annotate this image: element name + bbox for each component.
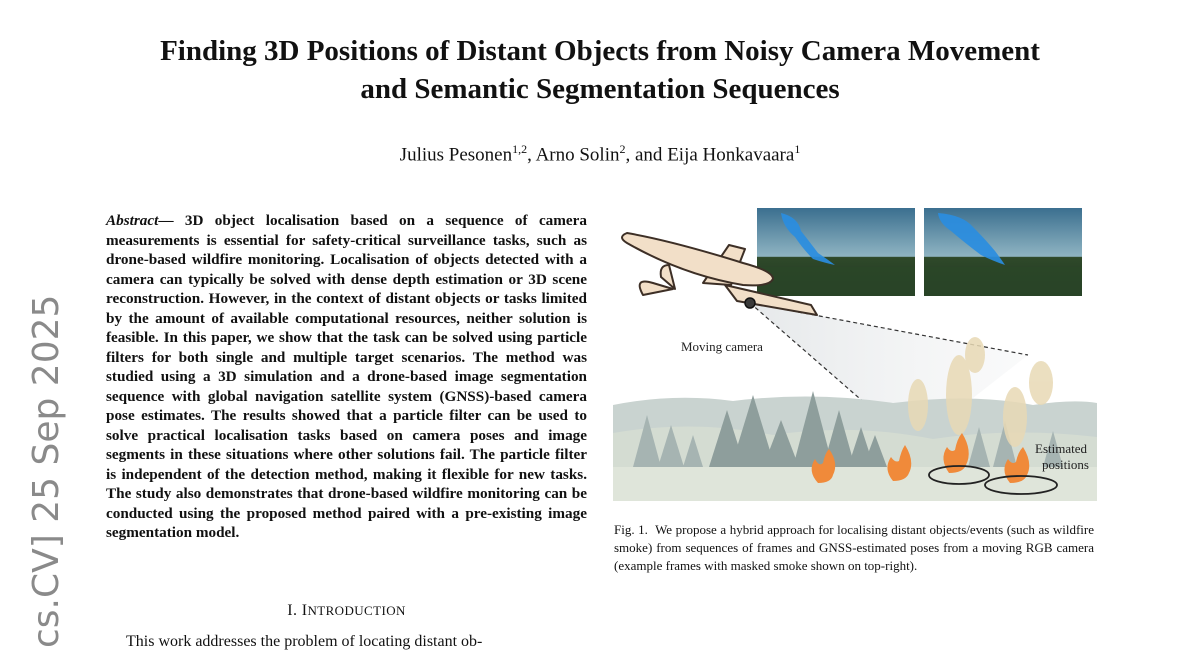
- author-separator: , and: [625, 144, 668, 166]
- camera-lens-icon: [745, 298, 755, 308]
- author-name: Eija Honkavaara: [667, 144, 795, 166]
- arxiv-stamp: cs.CV] 25 Sep 2025: [26, 294, 67, 648]
- caption-label: Fig. 1.: [614, 522, 648, 537]
- author-separator: ,: [527, 144, 536, 166]
- author-affiliation: 1: [794, 142, 801, 156]
- figure-1: [613, 205, 1097, 501]
- paper-title: [60, 32, 1140, 108]
- figure-illustration: [613, 205, 1097, 501]
- estimated-label: Estimated: [1035, 441, 1087, 456]
- author-affiliation: 2: [619, 142, 626, 156]
- figure-caption: [614, 521, 1094, 575]
- author-name: Julius Pesonen: [399, 144, 513, 166]
- author-name: Arno Solin: [535, 144, 620, 166]
- section-heading: [106, 602, 587, 620]
- title-line-1: Finding 3D Positions of Distant Objects from Noisy Camera Movement: [160, 35, 1040, 67]
- caption-text: We propose a hybrid approach for localising distant objects/events (such as wildfire smoke) from sequences of frames and GNSS-estimated poses from a moving RGB camera (example frames with masked smoke shown on top-right).: [614, 522, 1094, 573]
- abstract: [106, 211, 587, 543]
- author-affiliation: 1,2: [512, 142, 528, 156]
- abstract-text: 3D object localisation based on a sequence of camera measurements is essential for safety-critical surveillance tasks, such as drone-based wildfire monitoring. Localisation of objects detected with a camera can typically be solved with dense depth estimation or 3D scene reconstruction. However, in the context of distant objects or tasks limited by the amount of available computational resources, neither solution is feasible. In this paper, we show that the task can be solved using particle filters for both single and multiple target scenarios. The method was studied using a 3D simulation and a drone-based image segmentation sequence with global navigation satellite system (GNSS)-based camera pose estimates. The results showed that a particle filter can be used to solve practical localisation tasks based on camera poses and image segments in these situations where other solutions fail. The particle filter is independent of the detection method, making it flexible for new tasks. The study also demonstrates that drone-based wildfire monitoring can be conducted using the proposed method paired with a pre-existing image segmentation model.: [106, 212, 588, 541]
- abstract-lead: Abstract: [106, 212, 159, 229]
- moving-camera-label: Moving camera: [681, 339, 763, 354]
- body-paragraph: This work addresses the problem of locating distant ob-: [126, 633, 483, 650]
- example-frame-1: [757, 208, 915, 296]
- positions-label: positions: [1042, 457, 1089, 472]
- example-frame-2: [924, 208, 1082, 296]
- abstract-dash: —: [158, 212, 174, 229]
- section-title-rest: NTRODUCTION: [307, 603, 406, 618]
- section-title-cap: I: [301, 602, 308, 619]
- section-number: I.: [287, 602, 302, 619]
- title-line-2: and Semantic Segmentation Sequences: [360, 73, 840, 105]
- author-list: [60, 142, 1140, 166]
